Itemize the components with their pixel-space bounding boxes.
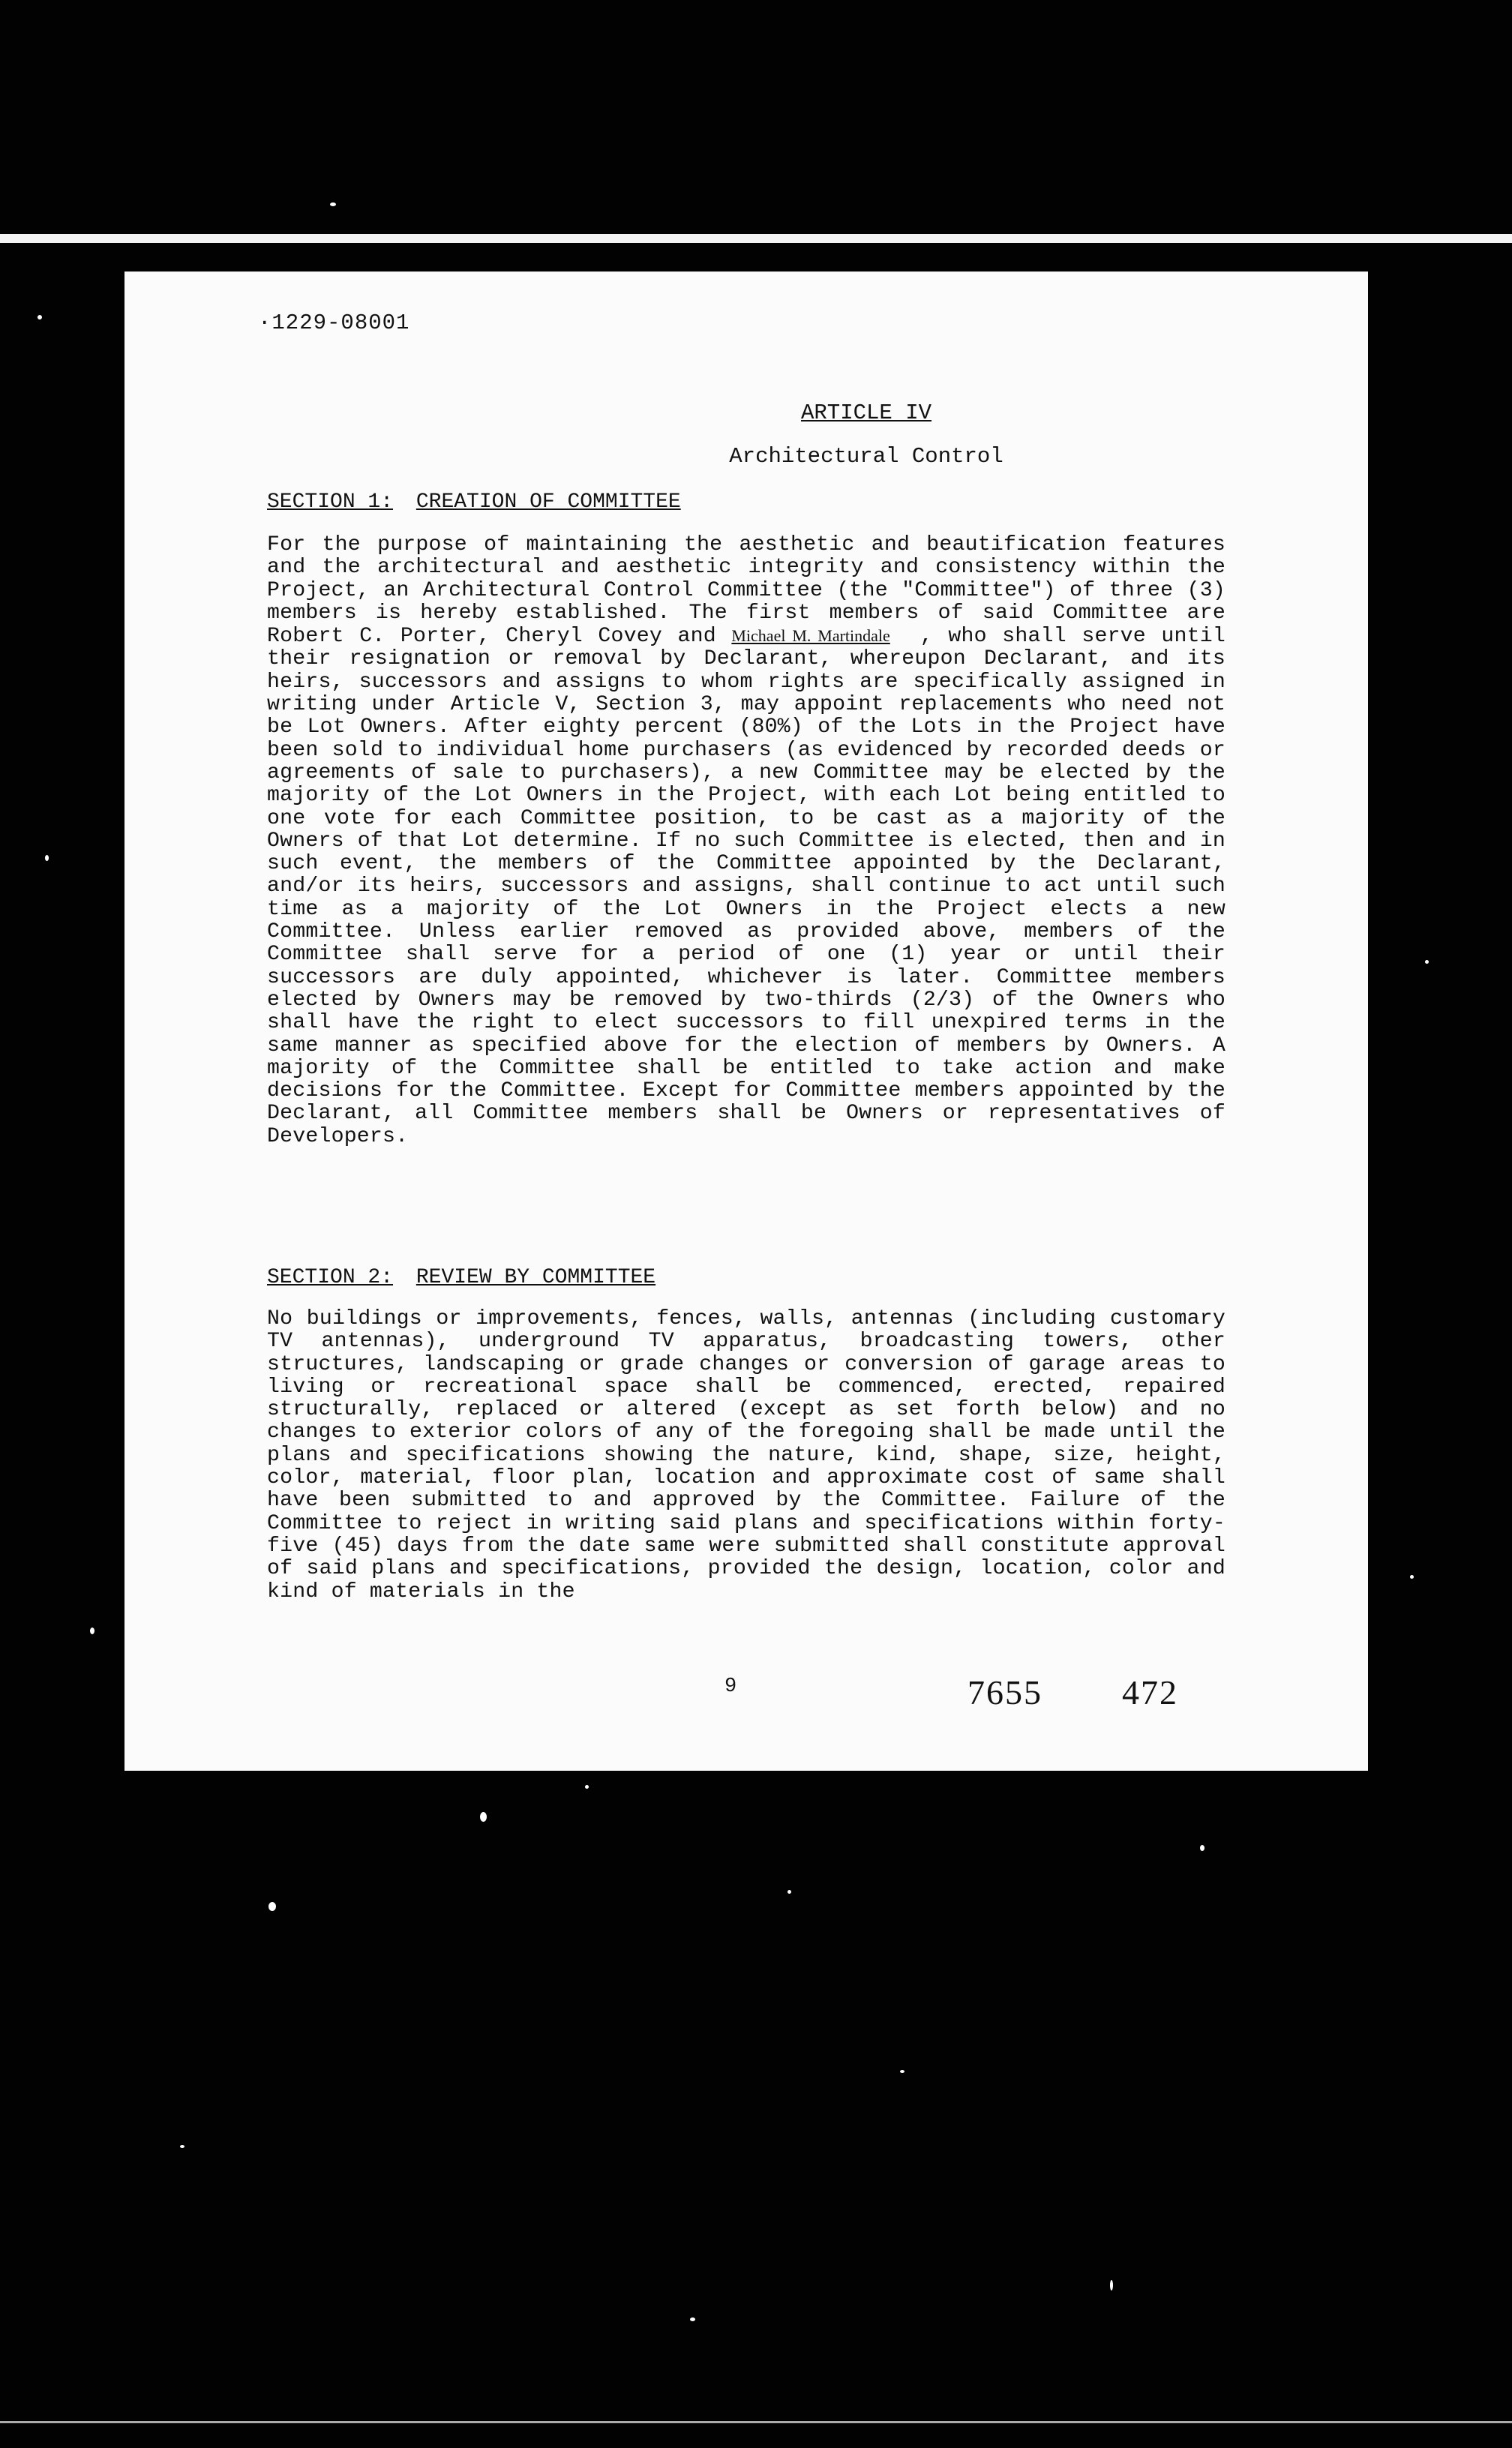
scan-speck <box>330 202 336 206</box>
handwritten-member-name: Michael M. Martindale <box>731 626 890 646</box>
section-1-heading <box>267 490 681 514</box>
scan-speck <box>1410 1575 1414 1579</box>
scan-speck <box>1425 960 1429 964</box>
scan-speck <box>788 1890 791 1894</box>
document-number: ·1229-08001 <box>258 310 410 335</box>
section-1-paragraph <box>267 534 1226 1148</box>
scan-speck <box>45 855 49 861</box>
scan-speck <box>90 1628 94 1634</box>
scan-speck <box>268 1902 276 1911</box>
recording-book-number: 7655 <box>968 1673 1042 1712</box>
scan-speck <box>690 2318 695 2321</box>
scan-speck <box>1110 2280 1113 2290</box>
page-number: 9 <box>724 1676 737 1698</box>
section-2-number: SECTION 2: <box>267 1266 394 1289</box>
section-1-text-part1: For the purpose of maintaining the aesthetic and beautification features and the architectural and aesthetic integrity and consistency within the Project, an Architectural Control Committee (the "Committee") of three (3) members is hereby established. The first members of said Committee are Robert C. Porter, Cheryl Covey and <box>267 533 1226 649</box>
recording-page-number: 472 <box>1122 1673 1178 1712</box>
scan-speck <box>480 1812 487 1822</box>
bottom-edge-line <box>0 2421 1512 2423</box>
top-edge-band <box>0 234 1512 243</box>
scan-speck <box>1200 1845 1204 1851</box>
scan-speck <box>180 2145 184 2148</box>
section-2-title: REVIEW BY COMMITTEE <box>416 1266 656 1289</box>
section-2-heading <box>267 1266 656 1289</box>
article-subtitle: Architectural Control <box>729 444 1004 469</box>
scan-speck <box>38 315 42 320</box>
section-1-title: CREATION OF COMMITTEE <box>416 490 681 514</box>
scan-speck <box>585 1785 589 1789</box>
section-1-number: SECTION 1: <box>267 490 394 514</box>
document-page <box>124 272 1368 1771</box>
section-1-text-part2: , who shall serve until their resignation or removal by Declarant, whereupon Declarant, and its heirs, successors and assigns to whom rights are specifically assigned in writing under Article V, Section 3, may appoint replacements who need not be Lot Owners. After eighty percent (80%) of the Lots in the Project have been sold to individual home purchasers (as evidenced by recorded deeds or agreements of sale to purchasers), a new Committee may be elected by the majority of the Lot Owners in the Project, with each Lot being entitled to one vote for each Committee position, to be cast as a majority of the Owners of that Lot determine. If no such Committee is elected, then and in such event, the members of the Committee appointed by the Declarant, and/or its heirs, successors and assigns, shall continue to act until such time as a majority of the Lot Owners in the Project elects a new Committee. Unless earlier removed as provided above, members of the Committee shall serve for a period of one (1) year or until their successors are duly appointed, whichever is later. Committee members elected by Owners may be removed by two-thirds (2/3) of the Owners who shall have the right to elect successors to fill unexpired terms in the same manner as specified above for the election of members by Owners. A majority of the Committee shall be entitled to take action and make decisions for the Committee. Except for Committee members appointed by the Declarant, all Committee members shall be Owners or representatives of Developers. <box>267 625 1226 1148</box>
section-2-paragraph: No buildings or improvements, fences, walls, antennas (including customary TV antennas), underground TV apparatus, broadcasting towers, other structures, landscaping or grade changes or conversion of garage areas to living or recreational space shall be commenced, erected, repaired structurally, replaced or altered (except as set forth below) and no changes to exterior colors of any of the foregoing shall be made until the plans and specifications showing the nature, kind, shape, size, height, color, material, floor plan, location and approximate cost of same shall have been submitted to and approved by the Committee. Failure of the Committee to reject in writing said plans and specifications within forty-five (45) days from the date same were submitted shall constitute approval of said plans and specifications, provided the design, location, color and kind of materials in the <box>267 1307 1226 1604</box>
article-title: ARTICLE IV <box>800 400 932 425</box>
scan-speck <box>900 2070 904 2073</box>
